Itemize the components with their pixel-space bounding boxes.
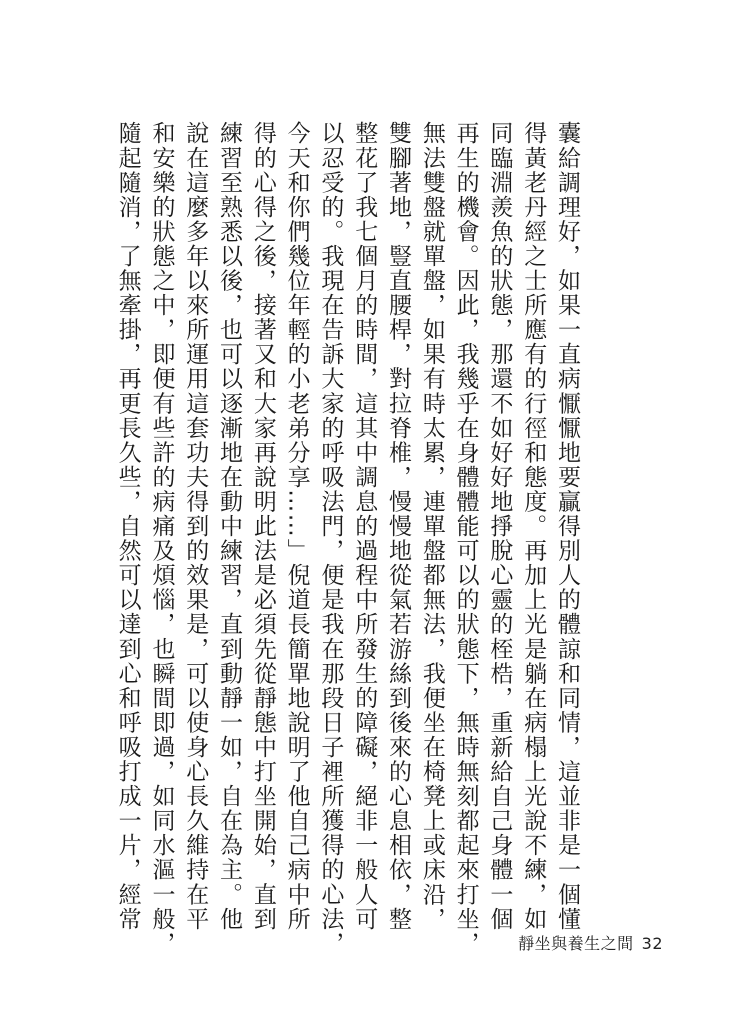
text-column: 無法雙盤就單盤，如果有時太累，連單盤都無法，我便坐在椅凳上或床沿，: [418, 121, 445, 932]
text-column: 今天和你們幾位年輕的小老弟分享……」倪道長簡單地說明了他自己病中所: [283, 121, 310, 932]
text-column: 整花了我七個月的時間，這其中調息的過程中所發生的障礙，絕非一般人可: [351, 121, 378, 932]
text-column: 和安樂的狀態之中，即便有些許的病痛及煩惱，也瞬間即過，如同水漚一般，: [148, 121, 175, 956]
page-number: 32: [641, 934, 663, 953]
text-column: 囊給調理好，如果一直病懨懨地要贏得別人的體諒和同情，這並非是一個懂: [554, 121, 580, 932]
text-column: 得黃老丹經之士所應有的行徑和態度。再加上光是躺在病榻上光說不練，如: [520, 121, 547, 932]
text-column: 說在這麼多年以來所運用這套功夫得到的效果是，可以使身心長久維持在平: [182, 121, 209, 932]
text-column: 隨起隨消，了無牽掛，再更長久些，自然可以達到心和呼吸打成一片，經常: [114, 121, 141, 932]
text-column: 同臨淵羨魚的狀態，那還不如好好地掙脫心靈的桎梏，重新給自己身體一個: [486, 121, 513, 932]
text-column: 得的心得之後，接著又和大家再說明此法是必須先從靜態中打坐開始，直到: [249, 121, 276, 932]
page-footer: [518, 931, 663, 954]
text-column: 以忍受的。我現在告訴大家的呼吸法門，便是我在那段日子裡所獲得的心法，: [317, 121, 344, 956]
text-column: 練習至熟悉以後，也可以逐漸地在動中練習，直到動靜一如，自在為主。他: [216, 121, 243, 932]
running-title: 靜坐與養生之間: [518, 934, 634, 953]
text-column: 雙腳著地，豎直腰桿，對拉脊椎，慢慢地從氣若游絲到後來的心息相依，整: [385, 121, 412, 932]
text-column: 再生的機會。因此，我幾乎在身體體能可以的狀態下，無時無刻都起來打坐，: [452, 121, 479, 956]
